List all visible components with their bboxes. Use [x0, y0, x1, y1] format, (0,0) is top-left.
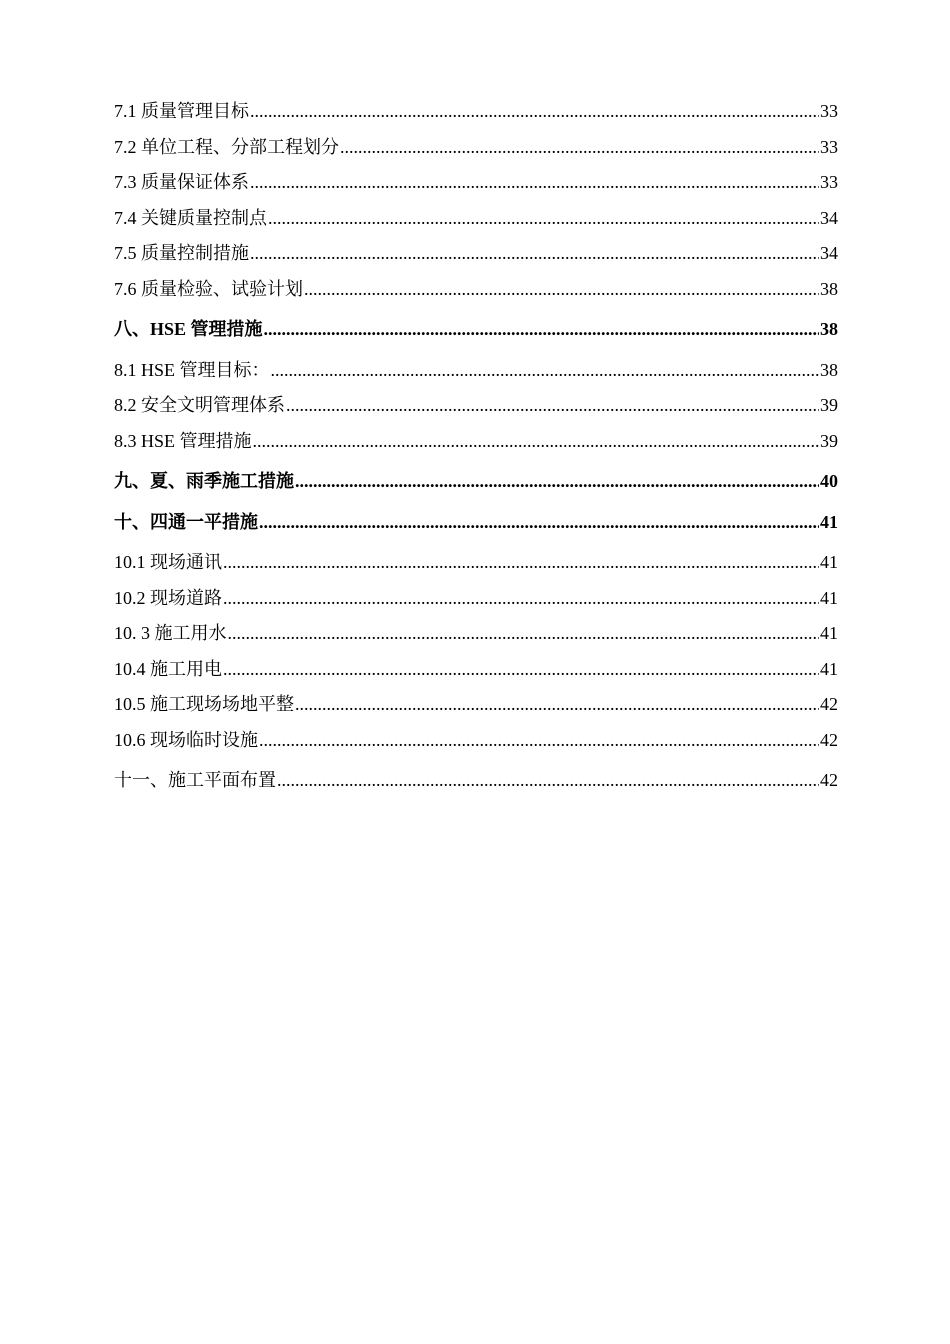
toc-dot-leader [286, 388, 819, 424]
toc-entry-page: 41 [820, 658, 838, 679]
toc-entry-7-1[interactable] [114, 94, 838, 130]
toc-entry-10-6[interactable] [114, 723, 838, 759]
toc-entry-title: 7.5 质量控制措施 [114, 243, 249, 263]
toc-entry-title: 九、夏、雨季施工措施 [114, 471, 294, 491]
toc-dot-leader [264, 312, 819, 348]
toc-entry-chapter-10[interactable] [114, 505, 838, 541]
toc-dot-leader [304, 272, 819, 308]
toc-entry-10-4[interactable] [114, 652, 838, 688]
toc-entry-page: 39 [820, 395, 838, 415]
toc-entry-title: 7.6 质量检验、试验计划 [114, 278, 303, 299]
toc-entry-page: 41 [820, 623, 838, 643]
table-of-contents [114, 94, 838, 804]
toc-entry-chapter-11[interactable] [114, 763, 838, 799]
toc-entry-8-2[interactable] [114, 388, 838, 424]
toc-dot-leader [295, 464, 819, 500]
toc-entry-title: 7.2 单位工程、分部工程划分 [114, 136, 339, 157]
toc-dot-leader [271, 353, 819, 389]
toc-entry-page: 40 [820, 471, 838, 491]
toc-dot-leader [259, 723, 819, 759]
toc-entry-8-3[interactable] [114, 424, 838, 460]
toc-entry-title: 十一、施工平面布置 [114, 770, 276, 790]
toc-entry-title: 7.1 质量管理目标 [114, 101, 249, 121]
toc-dot-leader [250, 94, 819, 130]
toc-entry-page: 34 [820, 207, 838, 228]
toc-entry-10-3[interactable] [114, 616, 838, 652]
toc-dot-leader [295, 687, 819, 723]
toc-entry-10-2[interactable] [114, 581, 838, 617]
toc-entry-page: 41 [820, 552, 838, 572]
toc-entry-8-1[interactable] [114, 353, 838, 389]
toc-entry-page: 42 [820, 770, 838, 790]
toc-entry-title: 8.3 HSE 管理措施 [114, 430, 252, 451]
toc-entry-page: 33 [820, 172, 838, 192]
toc-entry-page: 39 [820, 430, 838, 451]
toc-entry-7-2[interactable] [114, 130, 838, 166]
toc-entry-title: 十、四通一平措施 [114, 511, 258, 532]
toc-entry-title: 10. 3 施工用水 [114, 623, 227, 643]
toc-dot-leader [250, 236, 819, 272]
toc-entry-page: 41 [820, 587, 838, 608]
toc-dot-leader [250, 165, 819, 201]
toc-dot-leader [223, 581, 819, 617]
toc-entry-title: 7.4 关键质量控制点 [114, 207, 267, 228]
toc-dot-leader [259, 505, 819, 541]
toc-entry-page: 38 [820, 319, 838, 339]
toc-entry-title: 8.2 安全文明管理体系 [114, 395, 285, 415]
toc-entry-page: 34 [820, 243, 838, 263]
toc-entry-7-6[interactable] [114, 272, 838, 308]
toc-dot-leader [253, 424, 819, 460]
toc-dot-leader [228, 616, 820, 652]
toc-dot-leader [277, 763, 819, 799]
toc-entry-page: 38 [820, 278, 838, 299]
toc-entry-page: 42 [820, 729, 838, 750]
toc-entry-title: 7.3 质量保证体系 [114, 172, 249, 192]
toc-entry-chapter-9[interactable] [114, 464, 838, 500]
toc-dot-leader [268, 201, 819, 237]
toc-dot-leader [223, 545, 819, 581]
toc-dot-leader [340, 130, 819, 166]
toc-entry-page: 41 [820, 511, 838, 532]
toc-entry-title: 10.6 现场临时设施 [114, 729, 258, 750]
toc-entry-page: 42 [820, 694, 838, 714]
toc-entry-page: 33 [820, 136, 838, 157]
toc-entry-title: 10.2 现场道路 [114, 587, 222, 608]
toc-entry-title: 10.5 施工现场场地平整 [114, 694, 294, 714]
toc-entry-page: 33 [820, 101, 838, 121]
toc-entry-page: 38 [820, 359, 838, 380]
toc-entry-7-4[interactable] [114, 201, 838, 237]
toc-dot-leader [223, 652, 819, 688]
toc-entry-title: 10.1 现场通讯 [114, 552, 222, 572]
toc-entry-chapter-8[interactable] [114, 312, 838, 348]
toc-entry-10-5[interactable] [114, 687, 838, 723]
toc-entry-title: 8.1 HSE 管理目标： [114, 359, 270, 380]
toc-entry-title: 10.4 施工用电 [114, 658, 222, 679]
toc-entry-10-1[interactable] [114, 545, 838, 581]
toc-entry-7-5[interactable] [114, 236, 838, 272]
toc-entry-7-3[interactable] [114, 165, 838, 201]
toc-entry-title: 八、HSE 管理措施 [114, 319, 263, 339]
